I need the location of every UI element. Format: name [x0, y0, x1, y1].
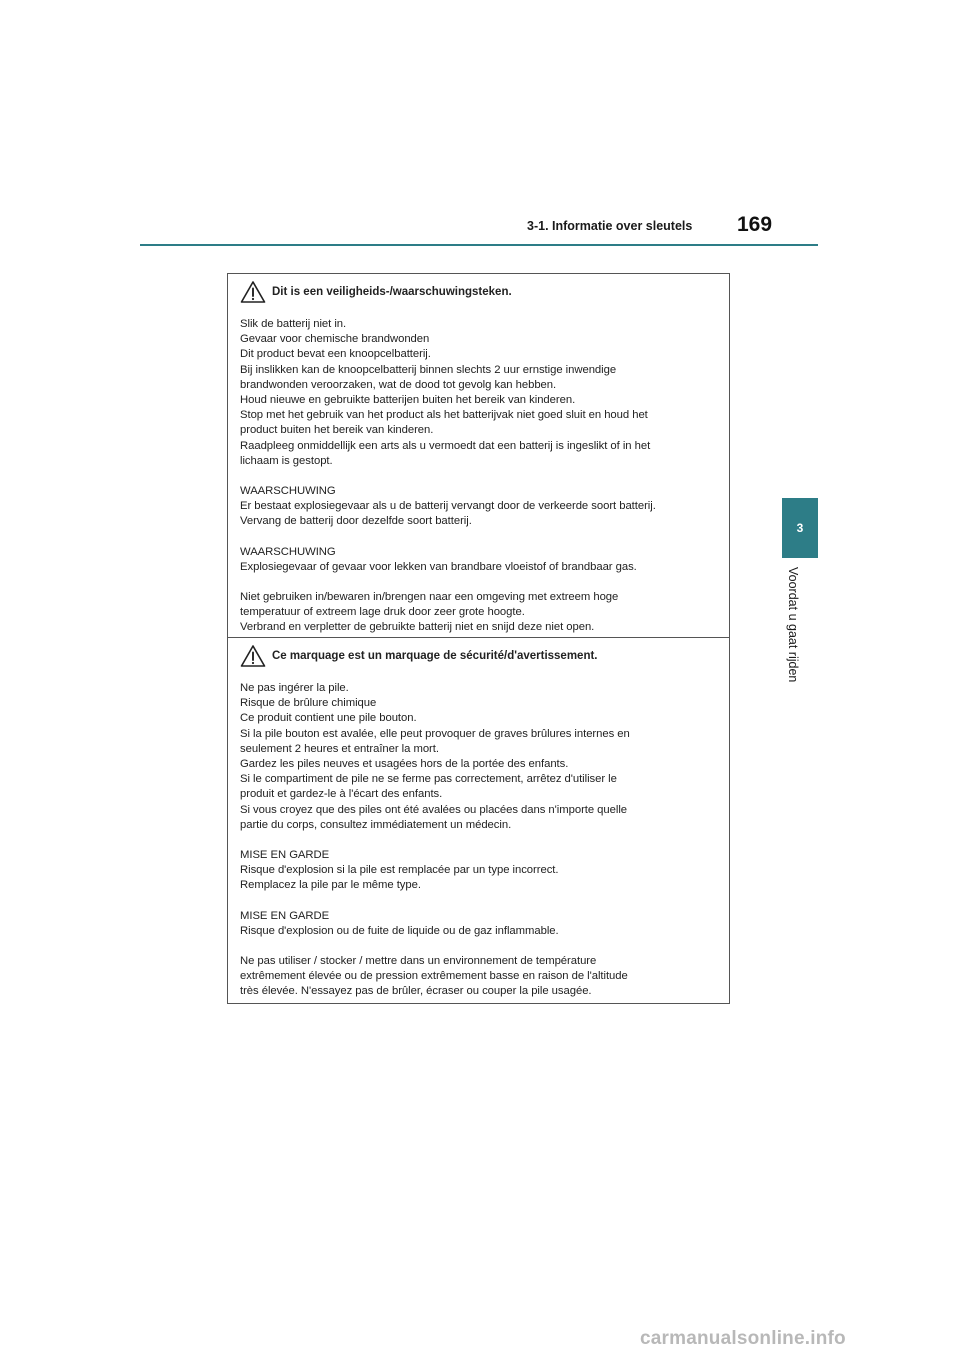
warning-line: brandwonden veroorzaken, wat de dood tot gevolg kan hebben. — [240, 378, 557, 391]
warning-line: MISE EN GARDE — [240, 909, 330, 922]
warning-line: Dit product bevat een knoopcelbatterij. — [240, 348, 431, 361]
warning-paragraph — [240, 484, 719, 530]
warning-line: extrêmement élevée ou de pression extrêmement basse en raison de l'altitude — [240, 970, 628, 983]
warning-line: WAARSCHUWING — [240, 485, 336, 498]
warning-paragraph — [240, 909, 719, 939]
chapter-title: Voordat u gaat rijden — [786, 567, 800, 683]
label-panel-dutch — [228, 274, 729, 638]
warning-line: Si vous croyez que des piles ont été avalées ou placées dans n'importe quelle — [240, 803, 628, 816]
page-number: 169 — [737, 213, 773, 236]
warning-line: product buiten het bereik van kinderen. — [240, 424, 434, 437]
warning-paragraph — [240, 590, 719, 636]
warning-paragraph — [240, 545, 719, 575]
site-watermark: carmanualsonline.info — [640, 1328, 846, 1349]
warning-line: Risque de brûlure chimique — [240, 697, 377, 710]
warning-line: Risque d'explosion ou de fuite de liquide ou de gaz inflammable. — [240, 924, 559, 937]
warning-line: Houd nieuwe en gebruikte batterijen buiten het bereik van kinderen. — [240, 394, 576, 407]
warning-paragraph — [240, 954, 719, 1000]
warning-line: très élevée. N'essayez pas de brûler, écraser ou couper la pile usagée. — [240, 985, 592, 998]
warning-line: Ne pas utiliser / stocker / mettre dans un environnement de température — [240, 955, 597, 968]
warning-line: MISE EN GARDE — [240, 849, 330, 862]
warning-paragraph — [240, 681, 719, 833]
warning-line: Si le compartiment de pile ne se ferme pas correctement, arrêtez d'utiliser le — [240, 773, 617, 786]
warning-line: Raadpleeg onmiddellijk een arts als u vermoedt dat een batterij is ingeslikt of in het — [240, 439, 651, 452]
warning-triangle-icon — [240, 280, 266, 304]
warning-line: Er bestaat explosiegevaar als u de batterij vervangt door de verkeerde soort batterij. — [240, 500, 656, 513]
warning-line: Ce produit contient une pile bouton. — [240, 712, 417, 725]
chapter-number: 3 — [796, 521, 804, 535]
label-panel-french — [228, 638, 729, 1003]
warning-line: temperatuur of extreem lage druk door zeer grote hoogte. — [240, 606, 525, 619]
warning-line: Niet gebruiken in/bewaren in/brengen naar een omgeving met extreem hoge — [240, 591, 619, 604]
warning-line: Si la pile bouton est avalée, elle peut provoquer de graves brûlures internes en — [240, 727, 630, 740]
warning-label-box — [227, 273, 730, 1004]
warning-title: Dit is een veiligheids-/waarschuwingsteken. — [272, 286, 512, 298]
warning-line: WAARSCHUWING — [240, 545, 336, 558]
warning-line: Verbrand en verpletter de gebruikte batterij niet en snijd deze niet open. — [240, 621, 595, 634]
warning-paragraph — [240, 317, 719, 469]
header-rule — [140, 244, 818, 246]
warning-heading — [240, 280, 719, 304]
warning-line: Ne pas ingérer la pile. — [240, 682, 349, 694]
warning-triangle-icon — [240, 644, 266, 668]
warning-line: produit et gardez-le à l'écart des enfants. — [240, 788, 443, 801]
warning-line: Gardez les piles neuves et usagées hors de la portée des enfants. — [240, 758, 569, 771]
warning-line: Vervang de batterij door dezelfde soort batterij. — [240, 515, 472, 528]
warning-text-block — [240, 317, 719, 636]
header-section-title: 3-1. Informatie over sleutels — [527, 219, 693, 233]
warning-line: partie du corps, consultez immédiatement un médecin. — [240, 818, 512, 831]
warning-line: seulement 2 heures et entraîner la mort. — [240, 742, 439, 755]
warning-text-block — [240, 681, 719, 1000]
warning-title: Ce marquage est un marquage de sécurité/d'avertissement. — [272, 650, 598, 662]
chapter-tab[interactable] — [782, 498, 818, 558]
warning-line: Risque d'explosion si la pile est remplacée par un type incorrect. — [240, 864, 559, 877]
warning-line: Bij inslikken kan de knoopcelbatterij binnen slechts 2 uur ernstige inwendige — [240, 363, 617, 376]
warning-paragraph — [240, 848, 719, 894]
warning-line: lichaam is gestopt. — [240, 454, 333, 467]
warning-heading — [240, 644, 719, 668]
warning-line: Slik de batterij niet in. — [240, 318, 347, 330]
warning-line: Stop met het gebruik van het product als het batterijvak niet goed sluit en houd het — [240, 409, 648, 422]
warning-line: Explosiegevaar of gevaar voor lekken van brandbare vloeistof of brandbaar gas. — [240, 560, 637, 573]
warning-line: Remplacez la pile par le même type. — [240, 879, 421, 892]
warning-line: Gevaar voor chemische brandwonden — [240, 333, 430, 346]
